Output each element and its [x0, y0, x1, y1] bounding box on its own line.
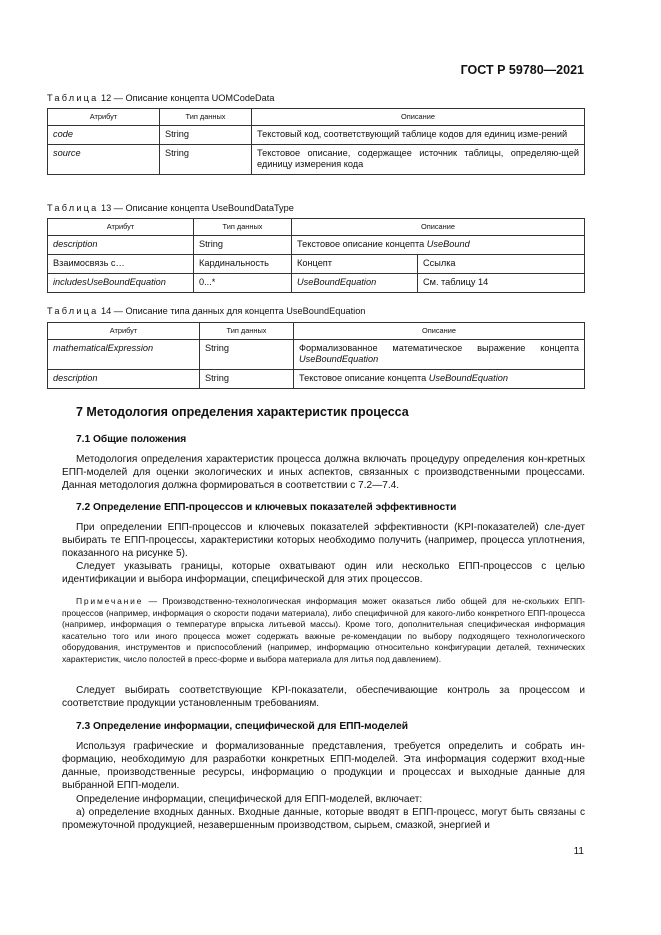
document-standard-number: ГОСТ Р 59780—2021 [460, 63, 584, 77]
column-header-data-type: Тип данных [200, 323, 294, 340]
cell-attribute: description [48, 236, 194, 255]
section-7-2-note [62, 596, 585, 666]
cell-description: Формализованное математическое выражение концепта UseBoundEquation [294, 340, 585, 370]
cell-description: Текстовый код, соответствующий таблице кодов для единиц изме-рений [252, 126, 585, 145]
table-row [48, 255, 585, 274]
table-14-caption [47, 306, 365, 316]
column-header-data-type: Тип данных [160, 109, 252, 126]
table-13 [47, 218, 585, 293]
cell-reference: Ссылка [418, 255, 585, 274]
caption-text: 14 — Описание типа данных для концепта UseBoundEquation [98, 306, 366, 316]
table-14 [47, 322, 585, 389]
column-header-attribute: Атрибут [48, 219, 194, 236]
section-7-3-paragraph-2: Определение информации, специфической для ЕПП-моделей, включает: [76, 794, 423, 805]
column-header-description: Описание [252, 109, 585, 126]
section-7-2-heading: 7.2 Определение ЕПП-процессов и ключевых показателей эффективности [76, 502, 457, 513]
column-header-attribute: Атрибут [48, 323, 200, 340]
cell-data-type: String [200, 370, 294, 389]
table-row [48, 126, 585, 145]
page-number: 11 [573, 846, 584, 857]
caption-word: Таблица [47, 203, 99, 213]
section-7-1-paragraph-1: Методология определения характеристик процесса должна включать процедуру определения кон-кретных ЕПП-моделей для оценки экологических и иных аспектов, связанных с производственными процессами. Данная методология должна формироваться в соответствии с 7.2—7.4. [62, 454, 585, 491]
cell-data-type: String [160, 126, 252, 145]
cell-cardinality: 0...* [194, 274, 292, 293]
table-row [48, 274, 585, 293]
cell-cardinality: Кардинальность [194, 255, 292, 274]
column-header-description: Описание [292, 219, 585, 236]
cell-description: Текстовое описание концепта UseBound [292, 236, 585, 255]
cell-concept: Концепт [292, 255, 418, 274]
note-text: — Производственно-технологическая информация может оказаться либо общей для не-скольких ЕПП-процессов (например, информация о скорости подачи материала), либо специфичной для какого-либо конкретного ЕПП-процесса (например, информация о температуре впрыска литьевой массы). Кроме того, дополнительная специфическая информация касательно того или иного процесса может содержать важные ре-комендации по выбору подходящего технологического оборудования, инструментов и приспособлений (например, информацию относительно конфигурации деталей, технических характеристик, число полостей в пресс-форме и выбора материала для литья под давлением). [62, 596, 585, 664]
cell-relation: Взаимосвязь с… [48, 255, 194, 274]
cell-description: Текстовое описание, содержащее источник таблицы, определяю-щей единицу измерения кода [252, 145, 585, 175]
section-7-3-paragraph-1: Используя графические и формализованные представления, требуется определить и собрать ин-формацию, необходимую для разработки конкретных ЕПП-моделей. Эта информация содержит вход-ные данные, производственные ресурсы, информацию о продукции и процессах и выходные данные для выбранной ЕПП-модели. [62, 741, 585, 791]
column-header-data-type: Тип данных [194, 219, 292, 236]
table-12 [47, 108, 585, 175]
cell-attribute: code [48, 126, 160, 145]
section-7-2-paragraph-3: Следует выбирать соответствующие KPI-показатели, обеспечивающие контроль за процессом и соответствие продукции установленным требованиям. [62, 685, 585, 709]
section-7-3-heading: 7.3 Определение информации, специфической для ЕПП-моделей [76, 721, 409, 732]
cell-attribute: description [48, 370, 200, 389]
cell-data-type: String [200, 340, 294, 370]
cell-reference: См. таблицу 14 [418, 274, 585, 293]
table-13-caption [47, 203, 294, 213]
cell-data-type: String [194, 236, 292, 255]
caption-text: 12 — Описание концепта UOMCodeData [98, 93, 275, 103]
cell-attribute: mathematicalExpression [48, 340, 200, 370]
table-row [48, 340, 585, 370]
section-7-2-paragraph-1: При определении ЕПП-процессов и ключевых показателей эффективности (KPI-показателей) сле-дует выбирать те ЕПП-процессы, характеристики которых необходимо получить (например, процесса уплотнения, показанного на рисунке 5). [62, 522, 585, 559]
cell-attribute: source [48, 145, 160, 175]
cell-description: Текстовое описание концепта UseBoundEquation [294, 370, 585, 389]
note-label: Примечание [76, 596, 144, 606]
table-12-caption [47, 93, 274, 103]
section-7-1-heading: 7.1 Общие положения [76, 434, 187, 445]
section-7-heading: 7 Методология определения характеристик процесса [76, 405, 409, 419]
column-header-attribute: Атрибут [48, 109, 160, 126]
table-row [48, 236, 585, 255]
cell-data-type: String [160, 145, 252, 175]
column-header-description: Описание [294, 323, 585, 340]
caption-word: Таблица [47, 306, 99, 316]
caption-word: Таблица [47, 93, 99, 103]
cell-concept: UseBoundEquation [292, 274, 418, 293]
table-row [48, 145, 585, 175]
cell-relation: includesUseBoundEquation [48, 274, 194, 293]
section-7-2-paragraph-2: Следует указывать границы, которые охватывают один или несколько ЕПП-процессов с целью идентификации и выбора информации, специфической для этих процессов. [62, 561, 585, 585]
caption-text: 13 — Описание концепта UseBoundDataType [98, 203, 294, 213]
table-row [48, 370, 585, 389]
section-7-3-paragraph-3: а) определение входных данных. Входные данные, которые вводят в ЕПП-процесс, могут быть связаны с промежуточной продукцией, незавершенным производством, сырьем, смазкой, энергией и [62, 807, 585, 831]
